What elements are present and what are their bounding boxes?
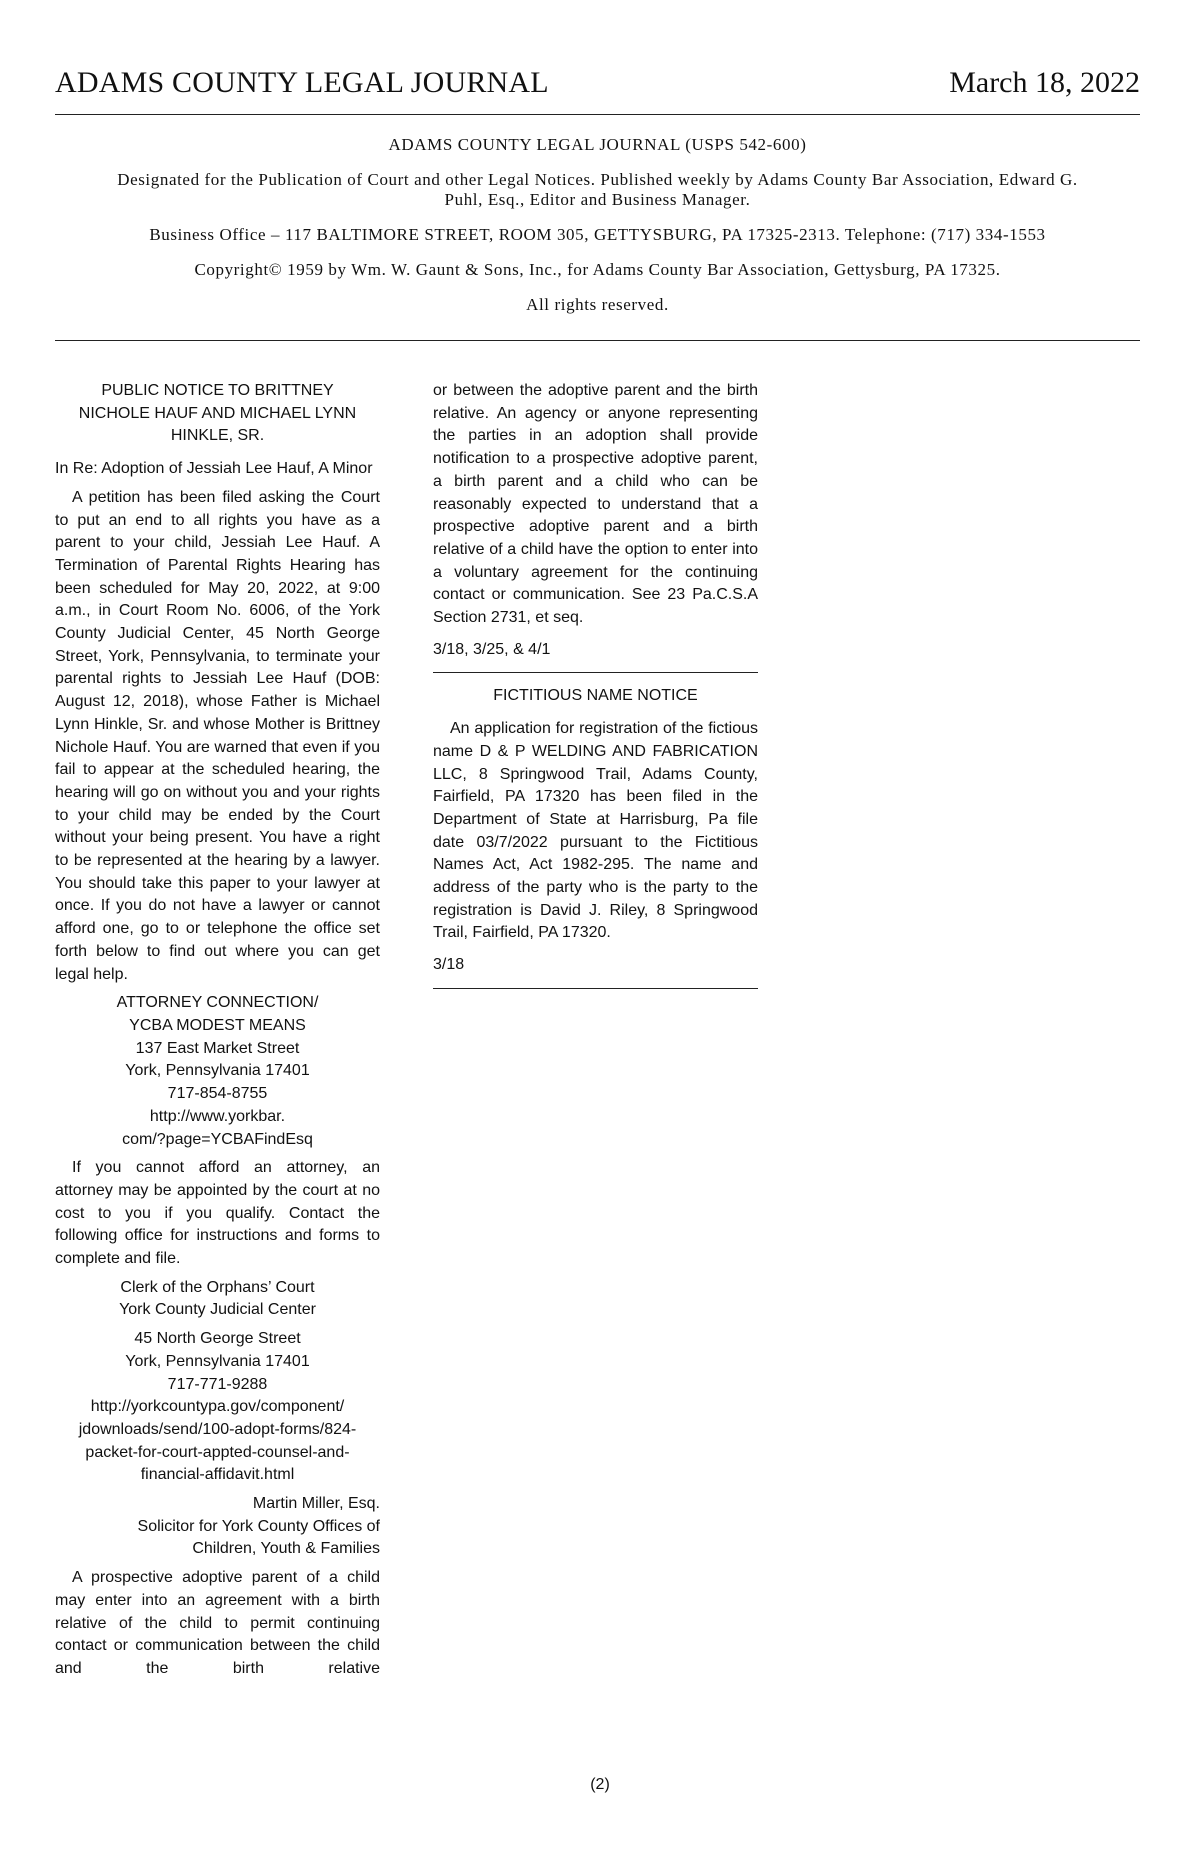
signature-block [55,1493,380,1561]
petition-paragraph: A petition has been filed asking the Court to put an end to all rights you have as a parent to your child, Jessiah Lee Hauf. A Termination of Parental Rights Hearing has been scheduled for May 20, 2022, at 9:00 a.m., in Court Room No. 6006, of the York County Judicial Center, 45 North George Street, York, Pennsylvania, to terminate your parental rights to Jessiah Lee Hauf (DOB: August 12, 2018), whose Father is Michael Lynn Hinkle, Sr. and whose Mother is Brittney Nichole Hauf. You are warned that even if you fail to appear at the scheduled hearing, the hearing will go on without you and your rights to your child may be ended by the Court without your being present. You have a right to be represented at the hearing by a lawyer. You should take this paper to your lawyer at once. If you do not have a lawyer or cannot afford one, go to or telephone the office set forth below to find out where you can get legal help. [55,488,380,983]
masthead [55,135,1140,330]
left-column [55,380,380,1681]
attorney-line-4: York, Pennsylvania 17401 [125,1062,310,1080]
attorney-line-2: YCBA MODEST MEANS [129,1016,306,1034]
notice-title: PUBLIC NOTICE TO BRITTNEY NICHOLE HAUF AND MICHAEL LYNN HINKLE, SR. [78,382,357,445]
masthead-copyright: Copyright© 1959 by Wm. W. Gaunt & Sons, Inc., for Adams County Bar Association, Gettysburg, PA 17325. [194,260,1001,279]
clerk-address-line-3: 717-771-9288 [167,1375,268,1393]
clerk-address-line-2: York, Pennsylvania 17401 [125,1352,310,1370]
masthead-business-office: Business Office – 117 BALTIMORE STREET, ROOM 305, GETTYSBURG, PA 17325-2313. Telephone: (717) 334-1553 [149,225,1046,244]
clerk-block [55,1277,380,1322]
fictitious-run-dates: 3/18 [433,956,465,974]
masthead-designation: Designated for the Publication of Court and other Legal Notices. Published weekly by Adams County Bar Association, Edward G. Puhl, Esq., Editor and Business Manager. [117,170,1078,209]
issue-date: March 18, 2022 [949,66,1140,99]
clerk-line-1: Clerk of the Orphans’ Court [120,1278,315,1296]
page-number: (2) [590,1776,610,1793]
court-appointed-paragraph: If you cannot afford an attorney, an attorney may be appointed by the court at no cost to you if you qualify. Contact the following office for instructions and forms to complete and file. [55,1159,380,1268]
fictitious-name-body: An application for registration of the fictious name D & P WELDING AND FABRICATION LLC, 8 Springwood Trail, Adams County, Fairfield, PA 17320 has been filed in the Department of State at Harrisburg, Pa file date 03/7/2022 pursuant to the Fictitious Names Act, Act 1982-295. The name and address of the party who is the party to the registration is David J. Riley, 8 Springwood Trail, Fairfield, PA 17320. [433,720,758,942]
notice-divider [433,672,758,673]
notice-run-dates: 3/18, 3/25, & 4/1 [433,640,551,658]
attorney-line-3: 137 East Market Street [135,1039,300,1057]
masthead-divider [55,340,1140,341]
clerk-line-2: York County Judicial Center [119,1301,316,1319]
signature-line-1: Martin Miller, Esq. [252,1495,380,1513]
attorney-connection-block [55,992,380,1151]
clerk-address-line-7: financial-affidavit.html [140,1466,295,1484]
journal-title: ADAMS COUNTY LEGAL JOURNAL [55,66,549,99]
clerk-address-line-5: jdownloads/send/100-adopt-forms/824- [78,1420,357,1438]
masthead-rights: All rights reserved. [526,295,669,314]
page-header [55,66,1140,115]
clerk-address-block [55,1328,380,1487]
signature-line-2: Solicitor for York County Offices of [137,1517,380,1535]
attorney-line-6: http://www.yorkbar. [149,1107,286,1125]
clerk-address-line-1: 45 North George Street [134,1330,301,1348]
right-column [433,380,758,1001]
clerk-address-line-6: packet-for-court-appted-counsel-and- [85,1443,350,1461]
adoptive-parent-paragraph-continued: or between the adoptive parent and the birth relative. An agency or anyone representing the parties in an adoption shall provide notification to a prospective adoptive parent, a birth parent and a child who can be reasonably expected to understand that a prospective adoptive parent and a birth relative of a child have the option to enter into a voluntary agreement for the continuing contact or communication. See 23 Pa.C.S.A Section 2731, et seq. [433,382,758,627]
fictitious-name-title: FICTITIOUS NAME NOTICE [493,687,698,705]
adoptive-parent-paragraph: A prospective adoptive parent of a child may enter into an agreement with a birth relative of the child to permit continuing contact or communication between the child and the birth relative [55,1569,380,1677]
masthead-title: ADAMS COUNTY LEGAL JOURNAL (USPS 542-600) [388,135,807,154]
fictitious-divider [433,988,758,989]
attorney-line-1: ATTORNEY CONNECTION/ [116,994,319,1012]
attorney-line-5: 717-854-8755 [167,1085,268,1103]
clerk-address-line-4: http://yorkcountypa.gov/component/ [90,1398,345,1416]
attorney-line-7: com/?page=YCBAFindEsq [122,1130,313,1148]
signature-line-3: Children, Youth & Families [192,1540,380,1558]
re-line: In Re: Adoption of Jessiah Lee Hauf, A Minor [55,460,373,478]
